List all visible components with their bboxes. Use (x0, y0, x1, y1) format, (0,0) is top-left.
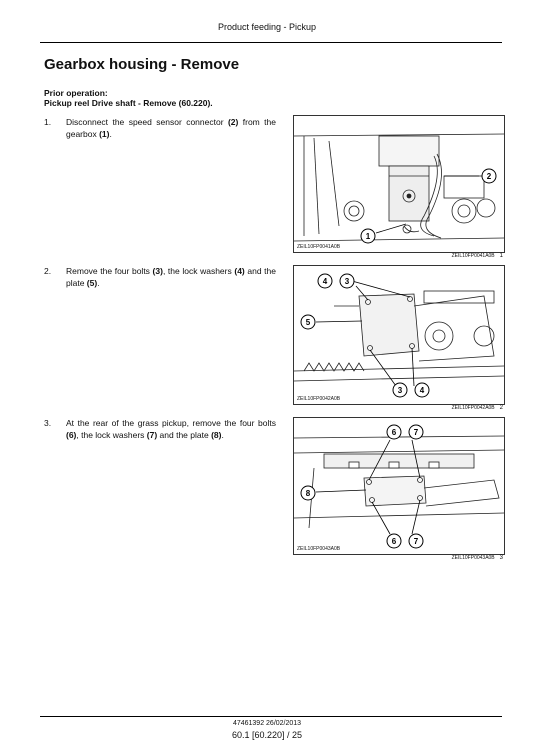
callout-label: 8 (305, 489, 311, 498)
figure-number: 1 (499, 253, 503, 259)
step-text: Disconnect the speed sensor connector (2) from the gearbox (1). (66, 117, 276, 139)
callout-label: 7 (413, 537, 419, 546)
illustration-line (294, 376, 504, 381)
figure-3-caption (293, 555, 503, 561)
illustration-rect (389, 166, 429, 221)
illustration-line (316, 321, 362, 322)
step-number: 2. (44, 266, 52, 276)
step-text: Remove the four bolts (3), the lock washers (4) and the plate (5). (66, 266, 276, 288)
callout-label: 4 (419, 386, 425, 395)
callout-label: 6 (391, 428, 397, 437)
illustration-circle (344, 201, 364, 221)
figure-code: ZEIL10FP0042A0B (297, 396, 341, 402)
illustration-line (329, 141, 339, 226)
figure-code: ZEIL10FP0043A0B (297, 546, 341, 552)
illustration-line (412, 348, 414, 386)
callout-label: 4 (322, 277, 328, 286)
callout-label: 1 (365, 232, 371, 241)
illustration-line (314, 138, 319, 234)
figure-ref-code: ZEIL10FP0043A0B (451, 555, 495, 561)
illustration-circle (458, 205, 470, 217)
figure-number: 3 (499, 555, 503, 561)
illustration-rect (424, 291, 494, 303)
illustration-circle (452, 199, 476, 223)
illustration-line (412, 500, 420, 534)
illustration-line (370, 350, 396, 386)
illustration-line (352, 281, 410, 297)
figure-2-caption (293, 405, 503, 411)
plate-bolts-illustration (294, 266, 504, 404)
figure-code: ZEIL10FP0041A0B (297, 244, 341, 250)
illustration-circle (425, 322, 453, 350)
prior-operation-link[interactable]: Pickup reel Drive shaft - Remove (60.220). (44, 98, 213, 108)
illustration-path (424, 480, 499, 506)
illustration-line (294, 513, 504, 518)
rear-plate-illustration (294, 418, 504, 554)
figure-3 (293, 417, 505, 555)
prior-operation-label: Prior operation: (44, 88, 108, 98)
illustration-circle (407, 194, 411, 198)
illustration-line (376, 224, 406, 233)
illustration-rect (389, 462, 399, 468)
step-number: 3. (44, 418, 52, 428)
callout-label: 5 (305, 318, 311, 327)
step-number: 1. (44, 117, 52, 127)
header-rule (40, 42, 502, 43)
figure-ref-code: ZEIL10FP0041A0B (451, 253, 495, 259)
illustration-g (294, 134, 504, 241)
illustration-circle (349, 206, 359, 216)
callout-label: 3 (397, 386, 403, 395)
illustration-line (294, 450, 504, 453)
illustration-g (294, 436, 504, 528)
footer-page-number: 60.1 [60.220] / 25 (231, 730, 303, 740)
illustration-line (372, 502, 390, 534)
illustration-path (404, 226, 419, 232)
illustration-g (294, 291, 504, 381)
figure-number: 2 (499, 405, 503, 411)
footer-doc-id: 47461392 26/02/2013 (232, 720, 302, 727)
running-header: Product feeding - Pickup (217, 22, 317, 32)
callout-label: 7 (413, 428, 419, 437)
gearbox-connector-illustration (294, 116, 504, 252)
illustration-rect (349, 462, 359, 468)
illustration-circle (433, 330, 445, 342)
illustration-circle (477, 199, 495, 217)
illustration-rect (429, 462, 439, 468)
step-text: At the rear of the grass pickup, remove the four bolts (6), the lock washers (7) and the plate (8). (66, 418, 276, 440)
illustration-path (364, 476, 426, 506)
callout-label: 2 (486, 172, 492, 181)
callout-label: 6 (391, 537, 397, 546)
illustration-line (316, 490, 366, 492)
figure-2 (293, 265, 505, 405)
figure-1 (293, 115, 505, 253)
illustration-path (414, 296, 494, 361)
callout-label: 3 (344, 277, 350, 286)
figure-ref-code: ZEIL10FP0042A0B (451, 405, 495, 411)
page-title: Gearbox housing - Remove (44, 56, 240, 73)
illustration-rect (444, 176, 484, 198)
figure-1-caption (293, 253, 503, 259)
illustration-rect (379, 136, 439, 166)
footer-rule (40, 716, 502, 717)
illustration-line (294, 238, 504, 241)
